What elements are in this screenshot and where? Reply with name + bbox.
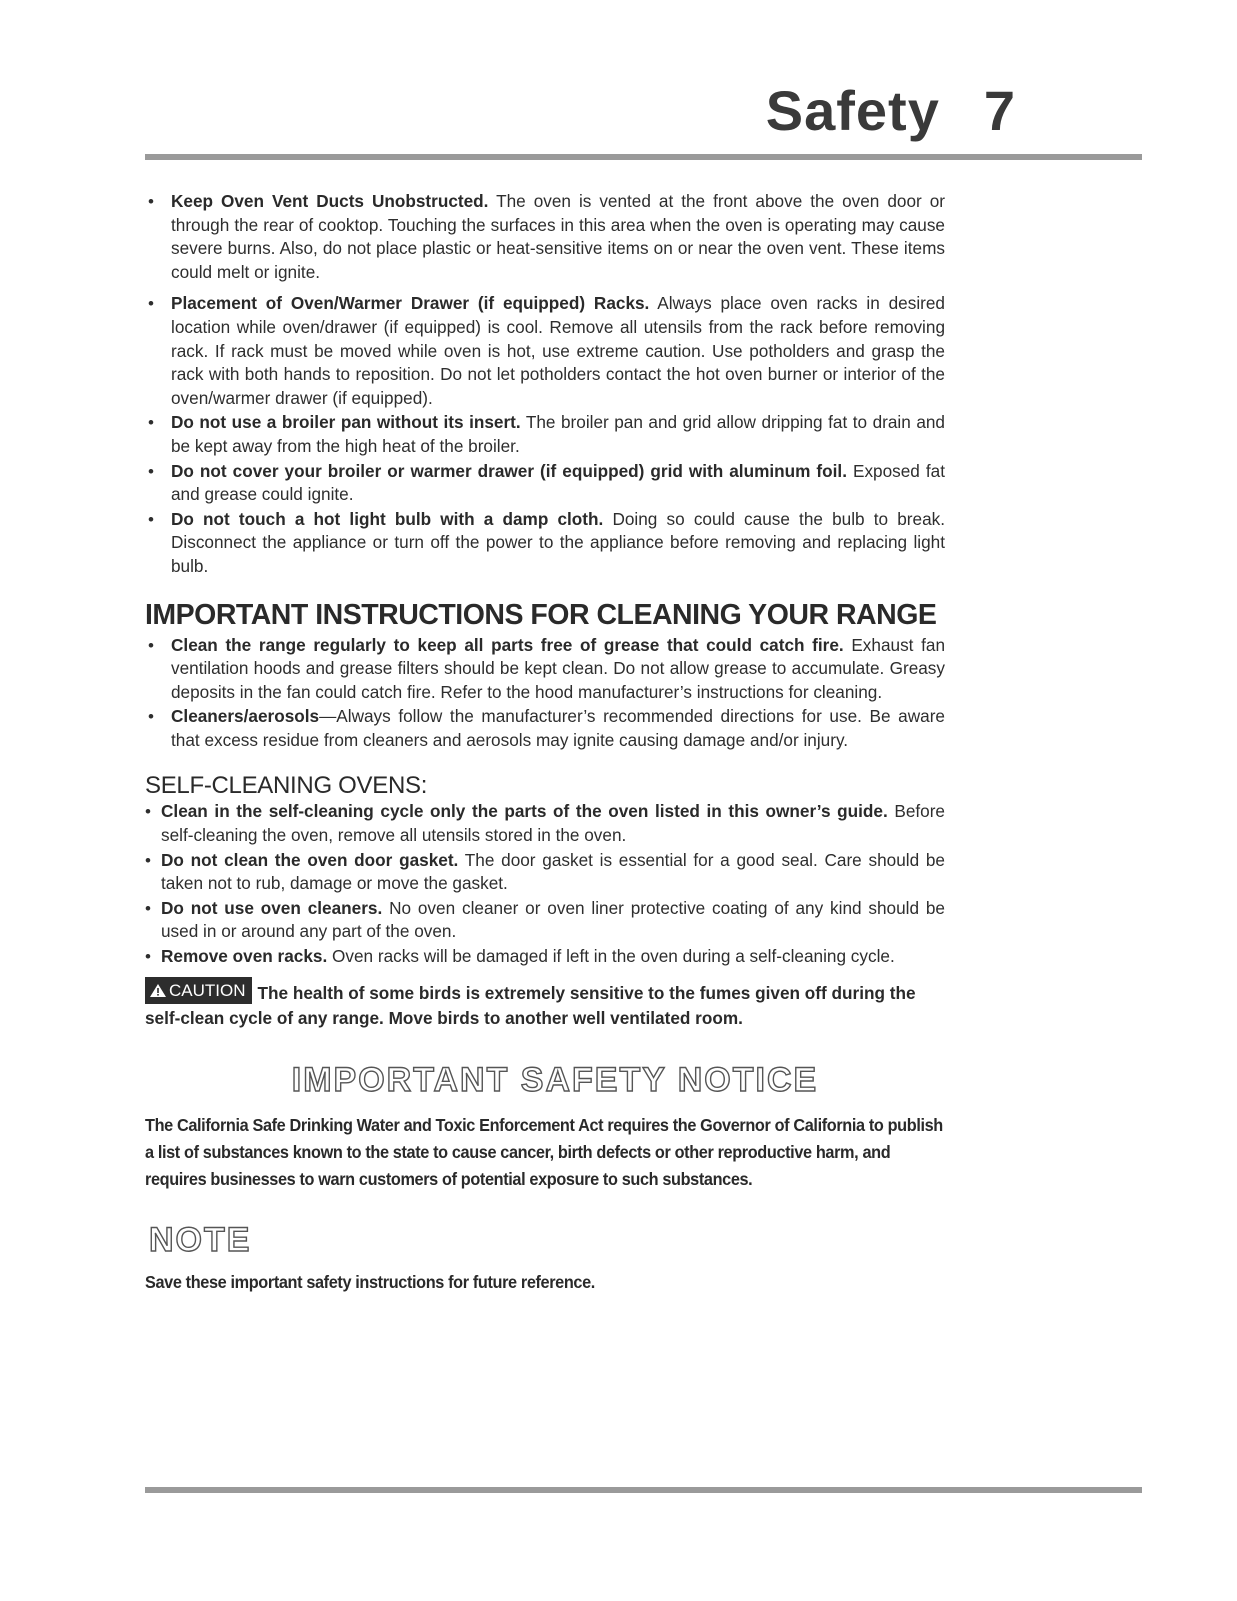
- list-item: [145, 190, 945, 284]
- cleaning-section-title: IMPORTANT INSTRUCTIONS FOR CLEANING YOUR RANGE: [145, 598, 937, 631]
- self-cleaning-title: SELF-CLEANING OVENS:: [145, 772, 428, 800]
- bullet-heading: Do not clean the oven door gasket.: [161, 849, 459, 870]
- bullet-heading: Do not use a broiler pan without its insert.: [171, 412, 521, 433]
- safety-notice-body: The California Safe Drinking Water and Toxic Enforcement Act requires the Governor of California to publish a list of substances known to the state to cause cancer, birth defects or other reproductive harm, and requires businesses to warn customers of potential exposure to such substances.: [145, 1114, 943, 1189]
- bullet-heading: Keep Oven Vent Ducts Unobstructed.: [171, 191, 489, 211]
- bullet-text: Doing so could cause the bulb to break. Disconnect the appliance or turn off the power to the appliance before removing and replacing light bulb.: [171, 508, 945, 576]
- list-item: [145, 508, 945, 579]
- bullet-heading: Do not use oven cleaners.: [161, 897, 383, 918]
- bullet-text: No oven cleaner or oven liner protective coating of any kind should be used in or around any part of the oven.: [161, 897, 945, 942]
- bullet-text: Before self-cleaning the oven, remove all utensils stored in the oven.: [161, 801, 945, 846]
- note-title: NOTE: [149, 1220, 252, 1259]
- bullet-text: Exposed fat and grease could ignite.: [171, 460, 945, 505]
- bullet-heading: Do not touch a hot light bulb with a damp cloth.: [171, 508, 604, 529]
- page-header: [766, 78, 1015, 148]
- bottom-divider: [145, 1487, 1142, 1493]
- page-number: 7: [983, 79, 1015, 142]
- cleaning-bullet-list: [145, 634, 945, 753]
- list-item: [145, 897, 945, 944]
- bullet-heading: Cleaners/aerosols: [171, 706, 320, 727]
- safety-notice-title: IMPORTANT SAFETY NOTICE: [291, 1060, 819, 1099]
- safety-bullet-list: [145, 190, 945, 579]
- list-item: [145, 800, 945, 847]
- warning-triangle-icon: [149, 983, 167, 998]
- page-content: [145, 190, 945, 1294]
- list-item: [145, 945, 945, 969]
- list-item: [145, 705, 945, 752]
- list-item: [145, 292, 945, 410]
- self-cleaning-bullet-list: [145, 800, 945, 968]
- bullet-heading: Clean in the self-cleaning cycle only the parts of the oven listed in this owner’s guide.: [161, 801, 888, 822]
- bullet-heading: Clean the range regularly to keep all parts free of grease that could catch fire.: [171, 634, 844, 655]
- bullet-heading: Remove oven racks.: [161, 946, 328, 967]
- list-item: [145, 460, 945, 507]
- caution-label: CAUTION: [169, 980, 246, 1000]
- list-item: [145, 634, 945, 705]
- bullet-text: The door gasket is essential for a good seal. Care should be taken not to rub, damage or move the gasket.: [161, 849, 945, 894]
- list-item: [145, 411, 945, 458]
- bullet-text: The oven is vented at the front above the oven door or through the rear of cooktop. Touching the surfaces in this area when the oven is operating may cause severe burns. Also, do not place plastic or heat-sensitive items on or near the oven vent. These items could melt or ignite.: [171, 191, 945, 282]
- top-divider: [145, 154, 1142, 160]
- bullet-text: Always place oven racks in desired location while oven/drawer (if equipped) is cool. Remove all utensils from the rack before removing rack. If rack must be moved while oven is hot, use extreme caution. Use potholders and grasp the rack with both hands to reposition. Do not let potholders contact the hot oven burner or interior of the oven/warmer drawer (if equipped).: [171, 293, 945, 408]
- caution-text: The health of some birds is extremely sensitive to the fumes given off during the self-clean cycle of any range. Move birds to another well ventilated room.: [145, 982, 916, 1028]
- list-item: [145, 849, 945, 896]
- caution-warning: [145, 977, 945, 1031]
- bullet-text: Oven racks will be damaged if left in the oven during a self-cleaning cycle.: [327, 946, 895, 967]
- bullet-text: Exhaust fan ventilation hoods and grease filters should be kept clean. Do not allow grease to accumulate. Greasy deposits in the fan could catch fire. Refer to the hood manufacturer’s instructions for cleaning.: [171, 634, 946, 702]
- bullet-text: —Always follow the manufacturer’s recommended directions for use. Be aware that excess residue from cleaners and aerosols may ignite causing damage and/or injury.: [171, 706, 945, 750]
- bullet-heading: Do not cover your broiler or warmer drawer (if equipped) grid with aluminum foil.: [171, 460, 847, 481]
- note-body: Save these important safety instructions for future reference.: [145, 1271, 595, 1292]
- bullet-heading: Placement of Oven/Warmer Drawer (if equipped) Racks.: [171, 293, 650, 314]
- page-title: Safety: [765, 79, 940, 142]
- caution-badge: [145, 977, 252, 1004]
- bullet-text: The broiler pan and grid allow dripping fat to drain and be kept away from the high heat of the broiler.: [171, 412, 945, 456]
